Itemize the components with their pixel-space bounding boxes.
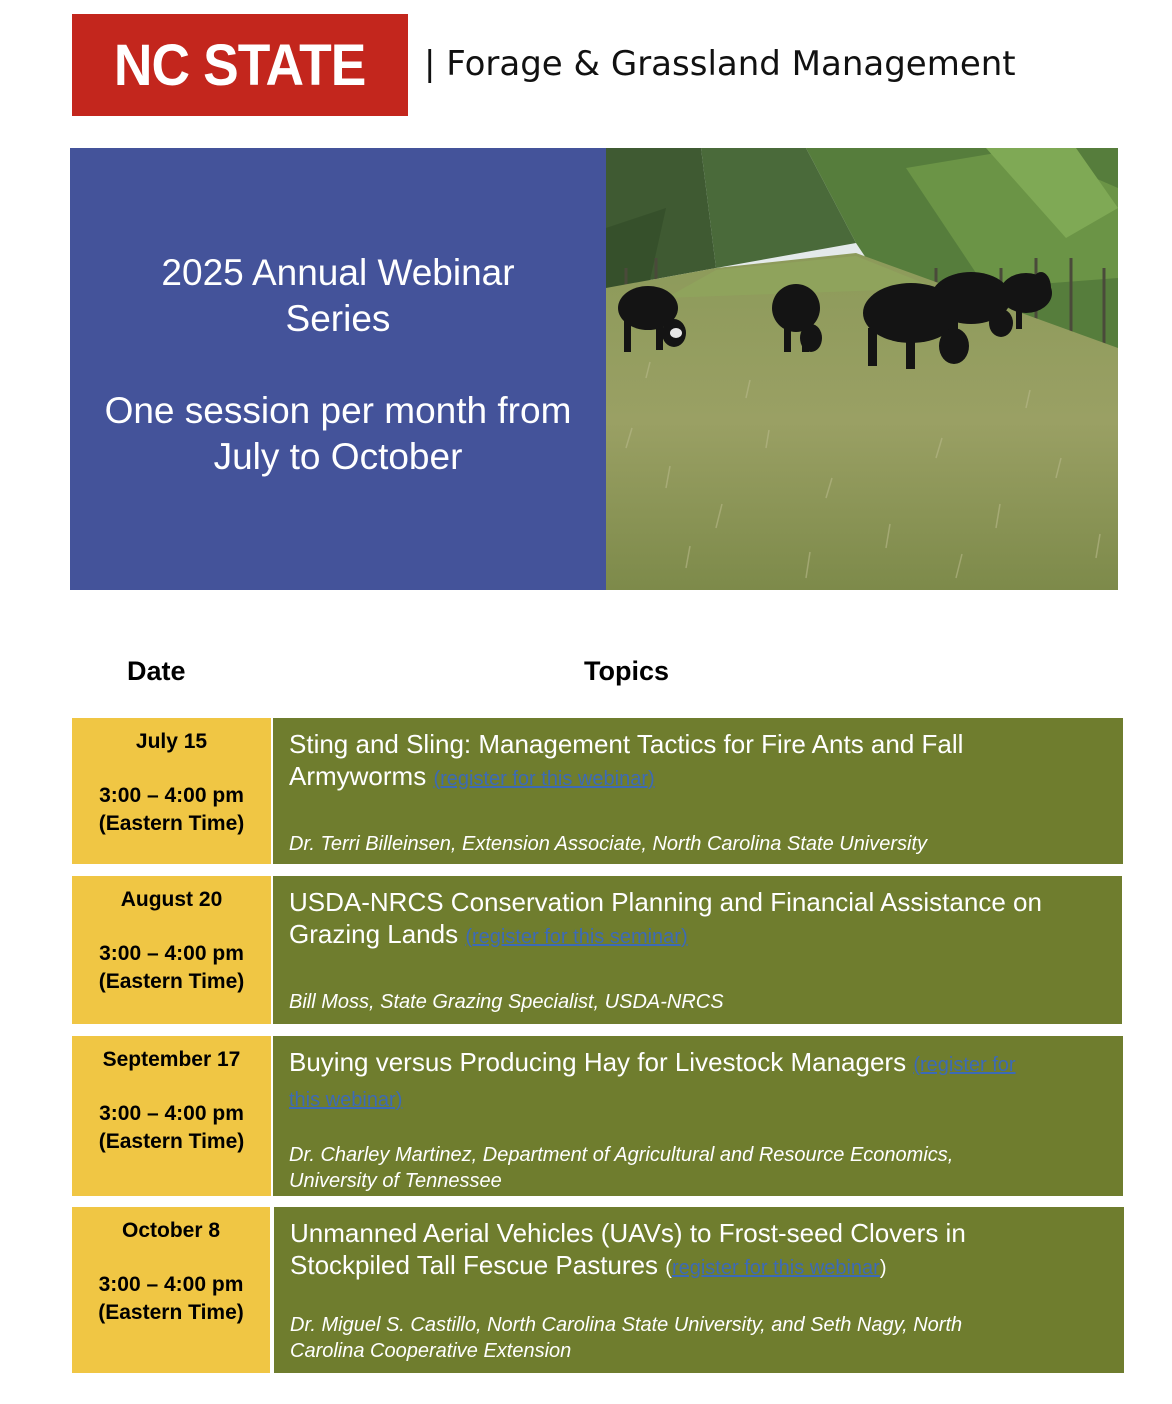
link-paren-close: ) <box>879 1257 887 1279</box>
topic-title-line-2: Armyworms <box>289 761 427 791</box>
logo-text: NC STATE <box>114 32 366 98</box>
hero-banner <box>70 148 606 590</box>
hero-title-line-1: 2025 Annual Webinar <box>161 252 515 293</box>
session-date: October 8 <box>121 1219 221 1242</box>
session-time <box>72 1271 270 1327</box>
speaker-line-2: University of Tennessee <box>289 1170 502 1192</box>
time-zone: (Eastern Time) <box>98 1301 244 1324</box>
session-time <box>72 940 271 996</box>
hero-subtitle-line-2: July to October <box>213 436 463 477</box>
department-title: | Forage & Grassland Management <box>424 44 1016 84</box>
topic-title-line-2: Grazing Lands <box>289 919 459 949</box>
pasture-illustration <box>606 148 1118 590</box>
topic-title-line-1: USDA-NRCS Conservation Planning and Financial Assistance on <box>289 887 1042 917</box>
date-cell <box>72 1036 271 1196</box>
session-date: July 15 <box>135 730 208 753</box>
hero-subtitle <box>70 388 606 480</box>
topic-cell <box>274 1207 1124 1373</box>
hero-title <box>70 250 606 342</box>
date-cell <box>72 718 271 864</box>
speaker-line-2: Carolina Cooperative Extension <box>290 1340 572 1362</box>
hero-subtitle-line-1: One session per month from <box>104 390 572 431</box>
time-range: 3:00 – 4:00 pm <box>99 784 244 807</box>
topic-cell <box>273 718 1123 864</box>
topics-column-header: Topics <box>584 656 670 686</box>
session-date: August 20 <box>120 888 223 911</box>
speaker-info: Bill Moss, State Grazing Specialist, USDA-NRCS <box>289 991 724 1013</box>
time-zone: (Eastern Time) <box>98 1130 245 1153</box>
topic-cell <box>273 1036 1123 1196</box>
topic-title-line-1: Sting and Sling: Management Tactics for Fire Ants and Fall <box>289 729 964 759</box>
nc-state-logo[interactable] <box>72 14 408 116</box>
speaker-info <box>290 1312 1108 1364</box>
topic-title <box>289 1046 1107 1116</box>
time-zone: (Eastern Time) <box>98 812 245 835</box>
speaker-line-1: Dr. Charley Martinez, Department of Agricultural and Resource Economics, <box>289 1144 954 1166</box>
cattle-pasture-photo <box>606 148 1118 590</box>
topic-title-line-2: Stockpiled Tall Fescue Pastures <box>290 1250 659 1280</box>
topic-title-line-1: Buying versus Producing Hay for Livestock Managers <box>289 1047 907 1077</box>
time-range: 3:00 – 4:00 pm <box>99 942 244 965</box>
session-time <box>72 782 271 838</box>
time-zone: (Eastern Time) <box>98 970 245 993</box>
hero-title-line-2: Series <box>285 298 391 339</box>
date-column-header: Date <box>127 656 186 686</box>
register-link-continued[interactable]: this webinar) <box>289 1089 403 1111</box>
speaker-line-1: Dr. Miguel S. Castillo, North Carolina State University, and Seth Nagy, North <box>290 1314 963 1336</box>
date-cell <box>72 1207 270 1373</box>
speaker-info: Dr. Terri Billeinsen, Extension Associate, North Carolina State University <box>289 833 928 855</box>
topic-title <box>289 886 1106 953</box>
time-range: 3:00 – 4:00 pm <box>98 1273 244 1296</box>
topic-title-line-1: Unmanned Aerial Vehicles (UAVs) to Frost-seed Clovers in <box>290 1218 966 1248</box>
register-link[interactable]: register for this webinar <box>671 1257 880 1279</box>
link-paren-open: ( <box>665 1257 672 1279</box>
topic-cell <box>273 876 1122 1024</box>
topic-title <box>290 1217 1108 1284</box>
register-link[interactable]: (register for this webinar) <box>433 768 655 790</box>
session-time <box>72 1100 271 1156</box>
session-date: September 17 <box>102 1048 241 1071</box>
speaker-info <box>289 1142 1107 1194</box>
register-link[interactable]: (register for this seminar) <box>465 926 688 948</box>
register-link[interactable]: (register for <box>913 1054 1016 1076</box>
time-range: 3:00 – 4:00 pm <box>99 1102 244 1125</box>
date-cell <box>72 876 271 1024</box>
topic-title <box>289 728 1107 795</box>
